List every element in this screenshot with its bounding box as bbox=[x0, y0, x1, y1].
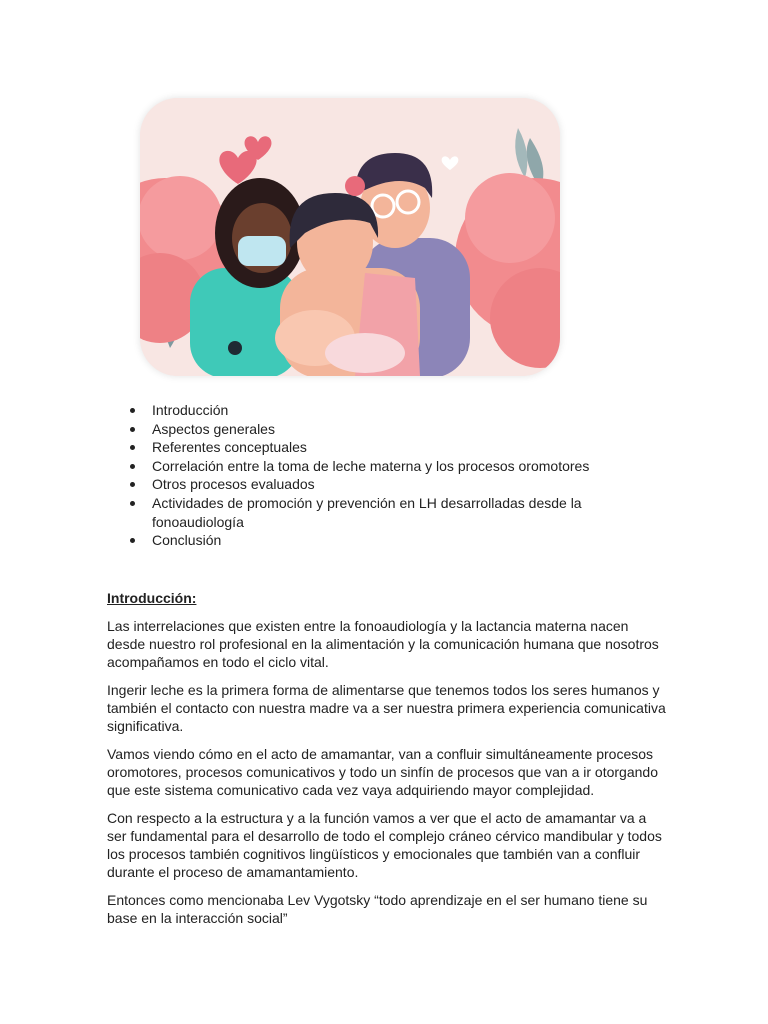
paragraph: Con respecto a la estructura y a la función vamos a ver que el acto de amamantar va a ser fundamental para el desarrollo de todo el complejo cráneo cérvico mandibular y todos los procesos también cognitivos lingüísticos y emocionales que también van a confluir durante el proceso de amamantamiento. bbox=[107, 810, 662, 880]
table-of-contents bbox=[128, 401, 608, 550]
paragraph: Vamos viendo cómo en el acto de amamantar, van a confluir simultáneamente procesos oromotores, procesos comunicativos y todo un sinfín de procesos que van a ir otorgando que este sistema comunicativo cada vez vaya adquiriendo mayor complejidad. bbox=[107, 746, 658, 798]
paragraph: Ingerir leche es la primera forma de alimentarse que tenemos todos los seres humanos y también el contacto con nuestra madre va a ser nuestra primera experiencia comunicativa significativa. bbox=[107, 682, 666, 734]
intro-body bbox=[107, 617, 667, 937]
toc-item: Correlación entre la toma de leche materna y los procesos oromotores bbox=[128, 457, 608, 476]
toc-item: Aspectos generales bbox=[128, 420, 608, 439]
paragraph: Entonces como mencionaba Lev Vygotsky “todo aprendizaje en el ser humano tiene su base en la interacción social” bbox=[107, 892, 648, 926]
section-title: Introducción: bbox=[107, 590, 197, 606]
toc-item: Actividades de promoción y prevención en LH desarrolladas desde la fonoaudiología bbox=[128, 494, 608, 531]
toc-item: Otros procesos evaluados bbox=[128, 475, 608, 494]
toc-item: Introducción bbox=[128, 401, 608, 420]
toc-item: Referentes conceptuales bbox=[128, 438, 608, 457]
paragraph: Las interrelaciones que existen entre la fonoaudiología y la lactancia materna nacen desde nuestro rol profesional en la alimentación y la comunicación humana que nosotros acompañamos en todo el ciclo vital. bbox=[107, 618, 659, 670]
breastfeeding-illustration bbox=[140, 98, 560, 376]
toc-item: Conclusión bbox=[128, 531, 608, 550]
